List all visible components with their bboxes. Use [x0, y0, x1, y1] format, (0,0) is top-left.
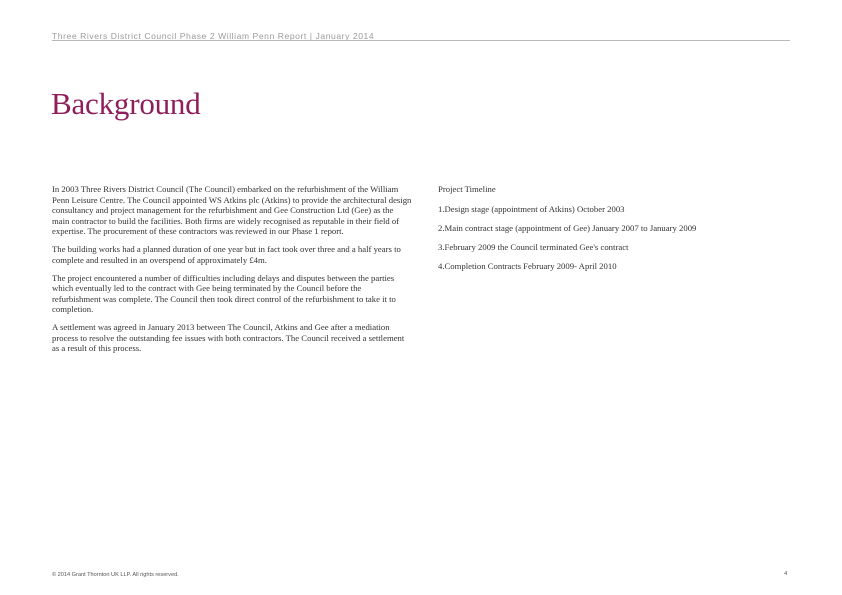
body-paragraph: A settlement was agreed in January 2013 between The Council, Atkins and Gee after a mediation process to resolve the outstanding fee issues with both contractors. The Council received a settlement as a result of this process.: [52, 322, 405, 353]
background-body: [52, 184, 412, 361]
page-number: 4: [784, 571, 788, 577]
body-paragraph: In 2003 Three Rivers District Council (The Council) embarked on the refurbishment of the William Penn Leisure Centre. The Council appointed WS Atkins plc (Atkins) to provide the architectural design consultancy and project management for the refurbishment and Gee Construction Ltd (Gee) as the main contractor to build the facilities. Both firms are widely recognised as reputable in their field of expertise. The procurement of these contractors was reviewed in our Phase 1 report.: [52, 184, 412, 236]
body-paragraph: The project encountered a number of difficulties including delays and disputes between the parties which eventually led to the contract with Gee being terminated by the Council before the refurbishment was complete. The Council then took direct control of the refurbishment to take it to completion.: [52, 272, 396, 314]
timeline-item: 2.Main contract stage (appointment of Gee) January 2007 to January 2009: [438, 222, 697, 233]
page-title: Background: [51, 86, 201, 121]
timeline-item: 3.February 2009 the Council terminated Gee's contract: [438, 241, 629, 252]
footer-copyright: © 2014 Grant Thornton UK LLP. All rights reserved.: [52, 572, 179, 578]
project-timeline: [438, 184, 778, 280]
body-paragraph: The building works had a planned duration of one year but in fact took over three and a half years to complete and resulted in an overspend of approximately £4m.: [52, 244, 401, 265]
timeline-item: 1.Design stage (appointment of Atkins) October 2003: [438, 203, 625, 214]
report-header: Three Rivers District Council Phase 2 William Penn Report | January 2014: [52, 31, 375, 41]
timeline-item: 4.Completion Contracts February 2009- April 2010: [438, 260, 617, 271]
timeline-title: Project Timeline: [438, 184, 496, 194]
header-divider: [52, 40, 790, 41]
